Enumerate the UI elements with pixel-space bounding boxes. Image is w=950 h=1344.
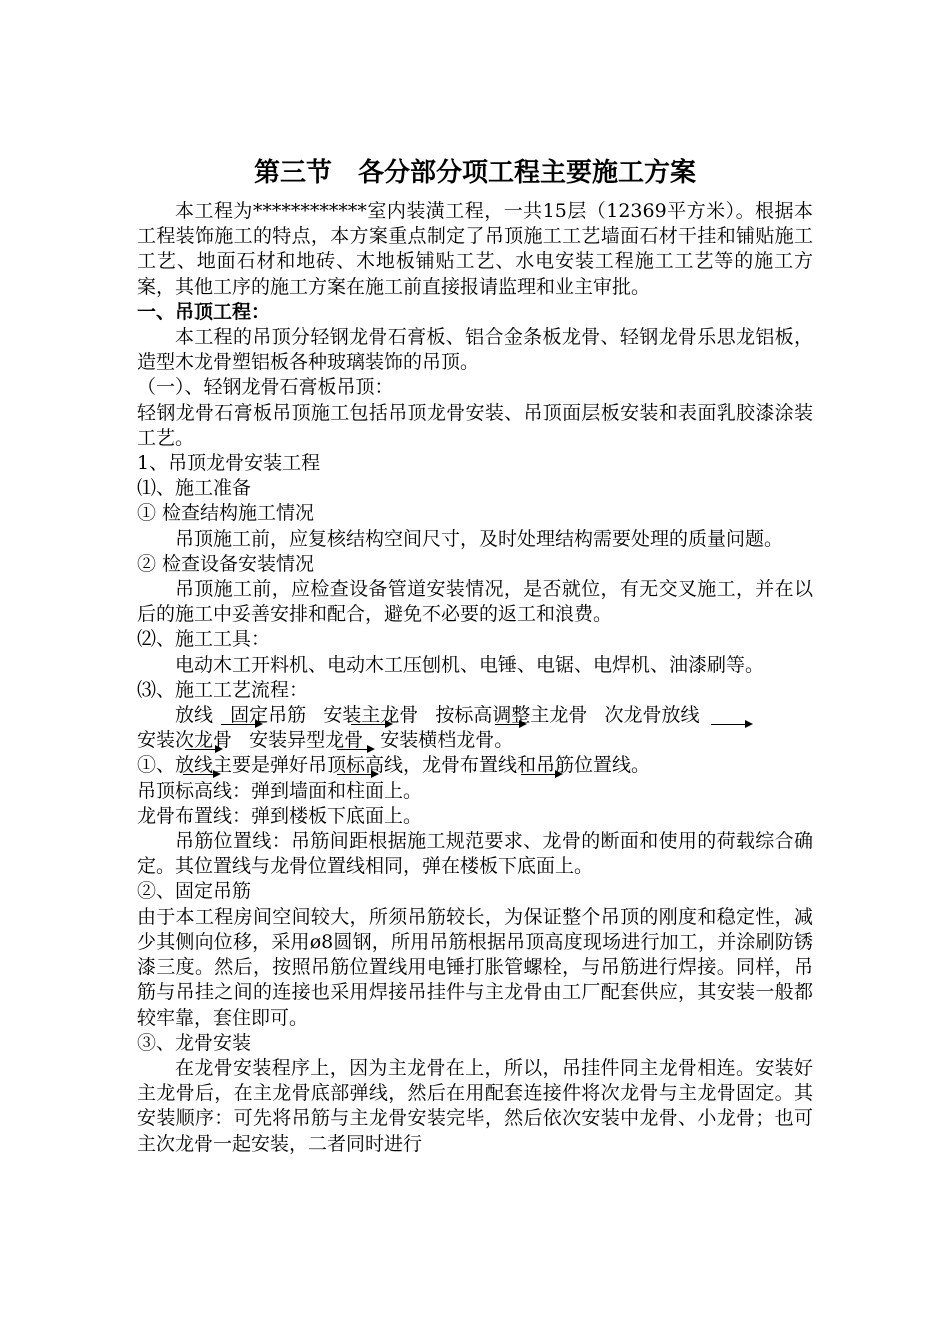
item-heading-fix-hangers: ②、固定吊筋	[137, 880, 252, 903]
check-structure-paragraph: 吊顶施工前，应复核结构空间尺寸，及时处理结构需要处理的质量问题。	[175, 527, 784, 550]
ceiling-types-paragraph: 本工程的吊顶分轻钢龙骨石膏板、铝合金条板龙骨、轻钢龙骨乐思龙铝板，造型木龙骨塑铝板各种玻璃装饰的吊顶。	[137, 326, 813, 374]
page-title: 第三节 各分部分项工程主要施工方案	[253, 158, 696, 188]
flow-arrow-icon	[711, 724, 751, 725]
flow-step: 次龙骨放线	[604, 704, 700, 727]
section-heading-ceiling: 一、吊顶工程：	[137, 300, 271, 323]
subsection-heading-gypsum: （一）、轻钢龙骨石膏板吊顶：	[137, 376, 394, 399]
flow-arrow-icon	[495, 724, 525, 725]
flow-arrow-icon	[351, 724, 391, 725]
item-heading-check-equipment: ② 检查设备安装情况	[137, 552, 315, 575]
flow-arrow-icon	[337, 774, 377, 775]
item-heading-check-structure: ① 检查结构施工情况	[137, 502, 315, 525]
flow-step: 放线	[175, 704, 214, 727]
keel-installation-paragraph: 在龙骨安装程序上，因为主龙骨在上，所以，吊挂件同主龙骨相连。安装好主龙骨后，在主龙骨底部弹线，然后在用配套连接件将次龙骨与主龙骨固定。其安装顺序：可先将吊筋与主龙骨安装完毕，然后依次安装中龙骨、小龙骨；也可主次龙骨一起安装，二者同时进行	[137, 1056, 813, 1155]
item-heading-keel-installation: ③、龙骨安装	[137, 1031, 252, 1054]
flow-step: 安装次龙骨	[137, 729, 233, 752]
flow-arrow-icon	[337, 749, 373, 750]
flow-arrow-icon	[185, 749, 221, 750]
flow-arrow-icon	[183, 774, 219, 775]
item-heading-preparation: ⑴、施工准备	[137, 477, 252, 500]
process-flow	[137, 703, 813, 753]
document-body	[137, 199, 813, 1157]
flow-arrow-icon	[221, 724, 261, 725]
item-heading-keel-install: 1、吊顶龙骨安装工程	[137, 452, 321, 475]
hanger-position-paragraph: 吊筋位置线：吊筋间距根据施工规范要求、龙骨的断面和使用的荷载综合确定。其位置线与龙骨位置线相同，弹在楼板下底面上。	[137, 830, 813, 878]
flow-step: 安装主龙骨	[323, 704, 419, 727]
gypsum-scope-paragraph: 轻钢龙骨石膏板吊顶施工包括吊顶龙骨安装、吊顶面层板安装和表面乳胶漆涂装工艺。	[137, 401, 813, 449]
flow-step: 按标高调整主龙骨	[435, 704, 588, 727]
flow-step: 固定吊筋	[230, 704, 307, 727]
check-equipment-paragraph: 吊顶施工前，应检查设备管道安装情况，是否就位，有无交叉施工，并在以后的施工中妥善安排和配合，避免不必要的返工和浪费。	[137, 578, 813, 626]
keel-layout-line-paragraph: 龙骨布置线：弹到楼板下底面上。	[137, 804, 423, 827]
item-heading-process-flow: ⑶、施工工艺流程：	[137, 678, 309, 701]
flow-step: 安装异型龙骨	[249, 729, 364, 752]
layout-line-paragraph: ①、放线主要是弹好吊顶标高线，龙骨布置线和吊筋位置线。	[137, 754, 651, 777]
flow-step: 安装横档龙骨。	[380, 729, 514, 752]
flow-arrow-icon	[521, 774, 561, 775]
ceiling-elevation-line-paragraph: 吊顶标高线：弹到墙面和柱面上。	[137, 779, 423, 802]
intro-paragraph: 本工程为************室内装潢工程，一共15层（12369平方米）。根据本工程装饰施工的特点，本方案重点制定了吊顶施工工艺墙面石材干挂和铺贴施工工艺、地面石材和地砖、木地板铺贴工艺、水电安装工程施工工艺等的施工方案，其他工序的施工方案在施工前直接报请监理和业主审批。	[137, 200, 813, 298]
tools-paragraph: 电动木工开料机、电动木工压刨机、电锤、电锯、电焊机、油漆刷等。	[175, 653, 765, 676]
item-heading-tools: ⑵、施工工具：	[137, 628, 271, 651]
fix-hangers-paragraph: 由于本工程房间空间较大，所须吊筋较长，为保证整个吊顶的刚度和稳定性，减少其侧向位移，采用ø8圆钢，所用吊筋根据吊顶高度现场进行加工，并涂刷防锈漆三度。然后，按照吊筋位置线用电锤打胀管螺栓，与吊筋进行焊接。同样，吊筋与吊挂之间的连接也采用焊接吊挂件与主龙骨由工厂配套供应，其安装一般都较牢靠，套住即可。	[137, 905, 813, 1029]
